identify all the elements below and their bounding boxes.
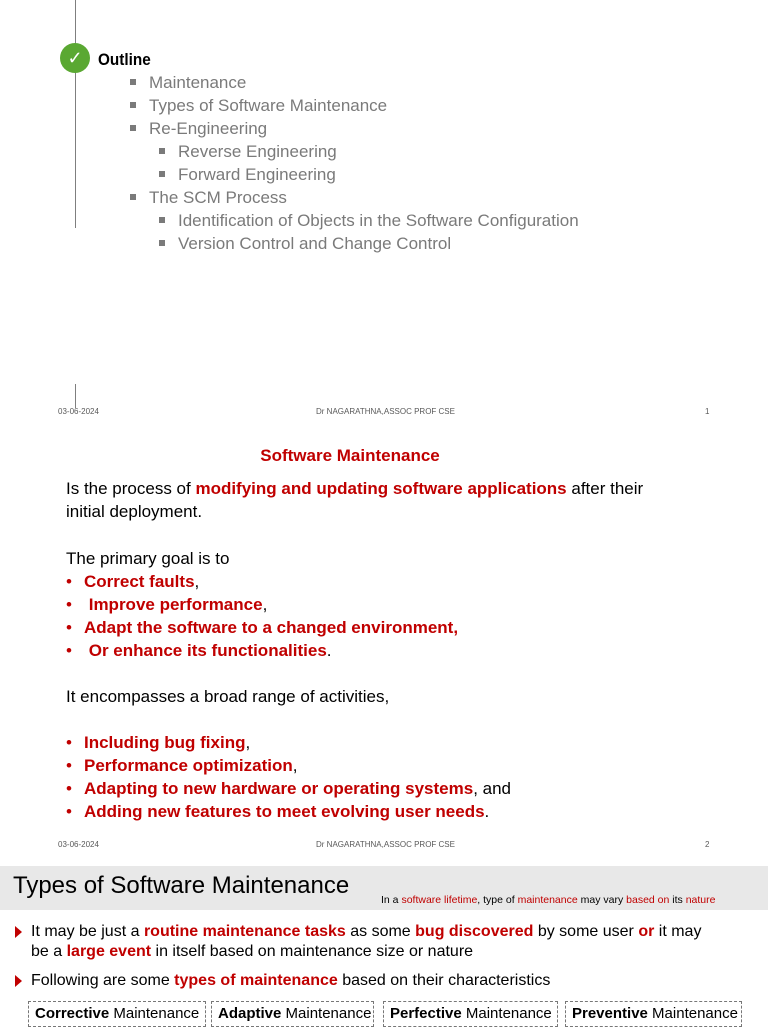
goal-text: Improve performance [84,595,263,614]
outline-item-label: Re-Engineering [149,119,268,138]
note-highlight: based on [626,894,670,906]
square-bullet-icon [159,240,165,246]
para-highlight: large event [66,943,152,960]
activity-item [66,756,298,776]
type-bold: Corrective [35,1005,110,1022]
goal-text: Or enhance its functionalities [84,641,327,660]
note-text: , type of [477,894,518,906]
maintenance-type-perfective [383,1001,558,1027]
outline-item-label: Types of Software Maintenance [149,96,388,115]
outline-subitem [159,211,579,231]
para-highlight: types of maintenance [174,972,338,989]
slide1-vertical-rule [75,0,76,228]
para-text: as some [345,923,416,940]
goal-tail: . [326,641,332,660]
note-highlight: software lifetime [401,894,478,906]
slide2-footer-page: 2 [705,840,710,849]
para-text: Following are some [31,972,175,989]
note-highlight: maintenance [517,894,578,906]
slide3-note [381,894,715,906]
activity-tail: , and [473,779,511,798]
goal-item [66,618,458,638]
outline-item-label: Maintenance [149,73,247,92]
bullet-icon: • [66,733,72,752]
note-text: may vary [577,894,627,906]
slide1-footer-page: 1 [705,407,710,416]
square-bullet-icon [159,171,165,177]
slide2-footer-date: 03-06-2024 [58,840,99,849]
slide2-footer-author: Dr NAGARATHNA,ASSOC PROF CSE [316,840,455,849]
para-text: It may be just a [31,923,144,940]
goal-text: Correct faults [84,572,195,591]
note-text: its [669,894,686,906]
goal-item [66,595,267,615]
activity-item [66,802,489,822]
goal-tail: , [194,572,200,591]
outline-item-label: Identification of Objects in the Software Configuration [178,211,579,230]
outline-item [130,188,287,208]
slide3-title: Types of Software Maintenance [13,872,350,899]
square-bullet-icon [130,79,136,85]
goal-lead: The primary goal is to [66,549,230,568]
activity-text: Performance optimization [84,756,293,775]
activity-tail: , [245,733,251,752]
outline-item [130,73,246,93]
bullet-icon: • [66,779,72,798]
note-highlight: nature [685,894,716,906]
maintenance-type-preventive [565,1001,742,1027]
goal-text: Adapt the software to a changed environment, [84,618,459,637]
type-rest: Maintenance [461,1005,552,1022]
slide3-paragraph-1 [31,923,701,941]
maintenance-type-adaptive [211,1001,374,1027]
goal-tail: , [262,595,268,614]
outline-item-label: Forward Engineering [178,165,336,184]
para-text: it may [654,923,702,940]
square-bullet-icon [130,102,136,108]
intro-line-2: initial deployment. [66,502,203,521]
bullet-icon: • [66,572,72,591]
intro-text: Is the process of [66,479,196,498]
intro-text: after their [566,479,644,498]
square-bullet-icon [130,194,136,200]
outline-item-label: The SCM Process [149,188,287,207]
activity-tail: . [484,802,490,821]
range-lead: It encompasses a broad range of activities, [66,687,390,706]
para-text: by some user [533,923,639,940]
activity-text: Adding new features to meet evolving user needs [84,802,485,821]
intro-highlight: modifying and updating software applications [195,479,567,498]
bullet-icon: • [66,756,72,775]
para-text: be a [31,943,67,960]
square-bullet-icon [159,148,165,154]
slide3-paragraph-2 [31,972,550,990]
bullet-icon: • [66,802,72,821]
triangle-bullet-icon [15,975,22,987]
check-circle-icon: ✓ [60,43,90,73]
slide2-title: Software Maintenance [260,446,440,465]
bullet-icon: • [66,595,72,614]
outline-subitem [159,165,336,185]
square-bullet-icon [130,125,136,131]
triangle-bullet-icon [15,926,22,938]
note-text: In a [381,894,402,906]
bullet-icon: • [66,641,72,660]
para-highlight: routine maintenance tasks [143,923,346,940]
activity-item [66,779,511,799]
intro-line [66,479,643,499]
goal-item [66,641,332,661]
type-bold: Preventive [572,1005,648,1022]
type-rest: Maintenance [647,1005,738,1022]
para-text: in itself based on maintenance size or nature [151,943,474,960]
goal-item [66,572,199,592]
outline-item-label: Reverse Engineering [178,142,337,161]
activity-text: Including bug fixing [84,733,246,752]
outline-item [130,119,267,139]
maintenance-type-corrective [28,1001,206,1027]
slide1-footer-rule [75,384,76,408]
bullet-icon: • [66,618,72,637]
activity-tail: , [292,756,298,775]
outline-item [130,96,387,116]
slide3-paragraph-1-cont [31,943,473,961]
activity-text: Adapting to new hardware or operating systems [84,779,474,798]
outline-heading: Outline [98,50,151,69]
para-highlight: bug discovered [415,923,534,940]
type-rest: Maintenance [281,1005,372,1022]
square-bullet-icon [159,217,165,223]
outline-item-label: Version Control and Change Control [178,234,452,253]
type-bold: Adaptive [218,1005,282,1022]
activity-item [66,733,250,753]
outline-subitem [159,142,337,162]
para-highlight: or [638,923,655,940]
slide1-footer-date: 03-06-2024 [58,407,99,416]
type-rest: Maintenance [109,1005,200,1022]
para-text: based on their characteristics [337,972,551,989]
slide1-footer-author: Dr NAGARATHNA,ASSOC PROF CSE [316,407,455,416]
type-bold: Perfective [390,1005,462,1022]
outline-subitem [159,234,451,254]
